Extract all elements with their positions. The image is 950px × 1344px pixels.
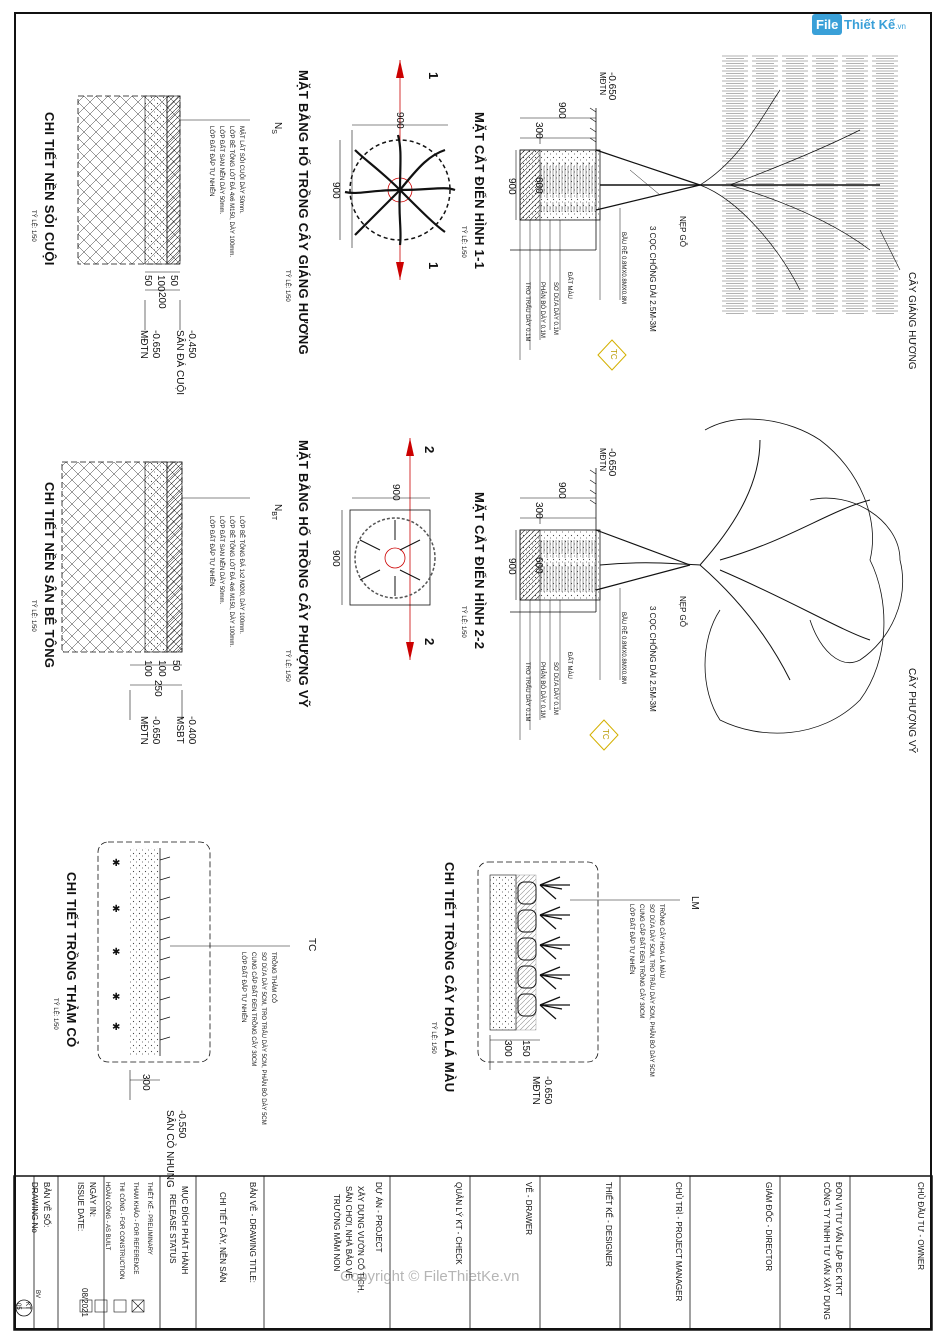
section-2-2-note-1: 3 CỌC CHỐNG DÀI 2.5M-3M bbox=[648, 606, 657, 712]
tb-owner: CHỦ ĐẦU TƯ - OWNER bbox=[916, 1182, 925, 1271]
tb-drawing-no-bottom: 05 bbox=[15, 1303, 21, 1310]
flower-layer-3: LỚP ĐẤT ĐẮP TỰ NHIÊN bbox=[628, 904, 634, 975]
plan-1-dim-w: 900 bbox=[394, 112, 405, 129]
logo-mark: File bbox=[812, 14, 842, 35]
section-1-1-tag: TC bbox=[609, 349, 618, 360]
floor-2-level-1: -0.400 bbox=[186, 716, 197, 745]
section-1-1-layer-2: PHÂN BÓ DÀY 0.1M bbox=[539, 282, 545, 338]
floor-1-level-1: -0.450 bbox=[186, 330, 197, 359]
section-2-2-layer-1: SƠ DỪA DÀY 0.1M bbox=[552, 662, 558, 715]
plan-1-cut-bottom: 1 bbox=[426, 262, 441, 270]
tb-drawing-title-label: BẢN VẼ - DRAWING TITLE: bbox=[248, 1182, 257, 1283]
section-2-2-dim-right: 600 bbox=[533, 557, 544, 574]
floor-2-dim-total: 250 bbox=[152, 680, 163, 697]
grass-layer-1: SƠ DỪA DÀY 5CM, TRO TRẤU DÀY 5CM, PHÂN BÓ DÀY 5CM bbox=[260, 952, 266, 1125]
plan-1-title: MẶT BẰNG HỐ TRỒNG CÂY GIÁNG HƯƠNG bbox=[296, 70, 311, 356]
floor-1-level-1-code: SÂN ĐÁ CUỘI bbox=[174, 330, 185, 396]
floor-2-level-2-code: MĐTN bbox=[138, 716, 149, 745]
section-2-2-datum-code: MĐTN bbox=[598, 448, 607, 472]
tb-issue-date: 08/2021 bbox=[80, 1288, 89, 1317]
plan-2-scale: TỶ LỆ: 1/50 bbox=[284, 650, 290, 682]
section-1-1-dim-depth: 900 bbox=[506, 178, 517, 195]
tb-issue-label-2: ISSUE DATE: bbox=[76, 1182, 85, 1232]
grass-layer-2: CUNG CẤP ĐẤT ĐEN TRỒNG CÂY 30CM bbox=[250, 952, 256, 1067]
tb-status-1: THIẾT KẾ - PRELIMINARY bbox=[146, 1182, 152, 1255]
grass-level: -0.550 bbox=[176, 1110, 187, 1139]
section-2-2-title: MẶT CẮT ĐIỂN HÌNH 2-2 bbox=[472, 492, 487, 650]
tb-director: GIÁM ĐỐC - DIRECTOR bbox=[764, 1182, 773, 1272]
floor-2-dim-b: 100 bbox=[156, 660, 167, 677]
flower-title: CHI TIẾT TRỒNG CÂY HOA LÁ MÀU bbox=[442, 862, 457, 1093]
grass-dim-a: 300 bbox=[140, 1074, 151, 1091]
plan-2-dim-h: 900 bbox=[330, 550, 341, 567]
flower-dim-a: 300 bbox=[502, 1040, 513, 1057]
flower-layer-0: TRỒNG CÂY HOA LÁ MÀU bbox=[658, 904, 664, 978]
floor-2-dim-a: 50 bbox=[170, 660, 181, 672]
floor-1-title: CHI TIẾT NỀN SỎI CUỘI bbox=[42, 112, 57, 266]
section-1-1-layer-1: SƠ DỪA DÀY 0.1M bbox=[552, 282, 558, 335]
section-2-2-layer-0: ĐẤT MÀU bbox=[566, 652, 572, 679]
floor-1-dim-c: 50 bbox=[142, 275, 153, 287]
section-2-2-tag: TC bbox=[601, 729, 610, 740]
section-2-2-dim-left: 300 bbox=[533, 502, 544, 519]
svg-text:✱: ✱ bbox=[112, 904, 121, 915]
tb-consultant: ĐƠN VỊ TƯ VẤN LẬP BC KTKT bbox=[834, 1182, 843, 1296]
section-1-1-dim-left: 300 bbox=[533, 122, 544, 139]
flower-layer-1: SƠ DỪA DÀY 5CM, TRO TRẤU DÀY 5CM, PHÂN BÓ DÀY 5CM bbox=[648, 904, 654, 1077]
tb-project-name-2: SÂN CHƠI, NHÀ BẢO VỆ bbox=[344, 1186, 353, 1279]
svg-text:✱: ✱ bbox=[112, 992, 121, 1003]
floor-2-layer-1: LỚP BÊ TÔNG LÓT ĐÁ 4x6 M150, DÀY 100mm. bbox=[228, 516, 234, 648]
tb-project-name-3: TRƯỜNG MẦM NON bbox=[332, 1194, 341, 1272]
floor-1-layer-3: LỚP ĐẤT ĐẮP TỰ NHIÊN bbox=[208, 126, 214, 197]
flower-dim-b: 150 bbox=[520, 1040, 531, 1057]
tb-issue-label-1: NGÀY IN: bbox=[88, 1182, 97, 1217]
flower-scale: TỶ LỆ: 1/50 bbox=[430, 1022, 436, 1054]
floor-1-layer-0: MẶT LÁT SỎI CUỘI DÀY 50mm. bbox=[238, 126, 244, 214]
plan-2-dim-w: 900 bbox=[390, 484, 401, 501]
section-2-2-dim-depth: 900 bbox=[506, 558, 517, 575]
section-1-1-layer-3: TRO TRẤU DÀY 0.1M bbox=[524, 282, 530, 342]
tb-drawing-no-label-2: DRAWING No bbox=[30, 1182, 39, 1233]
tb-project-label: DỰ ÁN - PROJECT bbox=[374, 1182, 383, 1253]
grass-scale: TỶ LỆ: 1/50 bbox=[52, 998, 58, 1030]
section-1-1-scale: TỶ LỆ: 1/50 bbox=[460, 226, 466, 258]
floor-1-level-2: -0.650 bbox=[150, 330, 161, 359]
floor-2-layer-0: LỚP BÊ TÔNG ĐÁ 1x2 M200, DÀY 100mm. bbox=[238, 516, 244, 634]
tb-drawing-prefix: BV bbox=[34, 1290, 40, 1299]
plan-1-scale: TỶ LỆ: 1/50 bbox=[284, 270, 290, 302]
section-1-1-dim-right: 600 bbox=[533, 177, 544, 194]
plan-2-cut-top: 2 bbox=[422, 446, 437, 454]
tb-drawing-title: CHI TIẾT CÂY, NỀN SÂN bbox=[218, 1192, 227, 1283]
floor-1-dim-a: 50 bbox=[168, 275, 179, 287]
flower-tag: LM bbox=[689, 896, 700, 910]
section-1-1-dim-total: 900 bbox=[556, 102, 567, 119]
section-2-2-layer-2: PHÂN BÓ DÀY 0.1M bbox=[539, 662, 545, 718]
plan-2-cut-bottom: 2 bbox=[422, 638, 437, 646]
floor-2-tag: $N_{BT}$ bbox=[270, 504, 283, 521]
section-2-2-note-0: NẸP GỖ bbox=[678, 596, 687, 627]
tb-designer: THIẾT KẾ - DESIGNER bbox=[604, 1182, 613, 1267]
logo-text: Thiết Kế.vn bbox=[844, 17, 906, 32]
flower-level-code: MĐTN bbox=[530, 1076, 541, 1105]
tb-release-label-2: RELEASE STATUS bbox=[168, 1194, 177, 1264]
section-1-1-datum-code: MĐTN bbox=[598, 72, 607, 96]
plan-1-cut-top: 1 bbox=[426, 72, 441, 80]
floor-1-scale: TỶ LỆ: 1/50 bbox=[30, 210, 36, 242]
floor-2-title: CHI TIẾT NỀN SÂN BÊ TÔNG bbox=[42, 482, 57, 669]
plan-1-dim-h: 900 bbox=[330, 182, 341, 199]
floor-2-scale: TỶ LỆ: 1/50 bbox=[30, 600, 36, 632]
plan-2-graphic bbox=[342, 438, 435, 660]
section-2-2-note-2: BẦU RỄ 0.8MX0.8MX0.8M bbox=[620, 612, 626, 685]
tb-drawing-no-top: KT bbox=[24, 1302, 30, 1310]
floor-2-level-2: -0.650 bbox=[150, 716, 161, 745]
floor-2-layer-3: LỚP ĐẤT ĐẮP TỰ NHIÊN bbox=[208, 516, 214, 587]
section-2-2-datum-level: -0.650 bbox=[606, 448, 617, 477]
tb-company: CÔNG TY TNHH TƯ VẤN XÂY DỰNG bbox=[822, 1182, 831, 1320]
section-2-2-scale: TỶ LỆ: 1/50 bbox=[460, 606, 466, 638]
section-2-2-dim-total: 900 bbox=[556, 482, 567, 499]
floor-1-level-2-code: MĐTN bbox=[138, 330, 149, 359]
floor-1-dim-b: 100 bbox=[155, 275, 166, 292]
section-2-2-graphic bbox=[510, 419, 903, 750]
copyright-watermark: Copyright © FileThietKe.vn bbox=[340, 1268, 520, 1285]
grass-layer-0: TRỒNG THẢM CỎ bbox=[270, 952, 276, 1003]
section-1-1-graphic bbox=[510, 55, 900, 370]
tb-status-3: THI CÔNG - FOR CONSTRUCTION bbox=[118, 1182, 124, 1280]
plan-2-title: MẶT BẰNG HỐ TRỒNG CÂY PHƯỢNG VỸ bbox=[296, 440, 311, 708]
section-2-2-tree-label: CÂY PHƯỢNG VỸ bbox=[906, 668, 917, 754]
section-1-1-note-1: 3 CỌC CHỐNG DÀI 2.5M-3M bbox=[648, 226, 657, 332]
tb-drawer: VẼ - DRAWER bbox=[524, 1182, 533, 1236]
svg-text:✱: ✱ bbox=[112, 1022, 121, 1033]
section-1-1-datum-level: -0.650 bbox=[606, 72, 617, 101]
grass-title: CHI TIẾT TRỒNG THẢM CỎ bbox=[64, 872, 79, 1048]
section-1-1-tree-label: CÂY GIÁNG HƯƠNG bbox=[906, 272, 917, 370]
tb-project-manager: CHỦ TRÌ - PROJECT MANAGER bbox=[674, 1182, 683, 1302]
tb-status-2: THAM KHẢO - FOR REFERENCE bbox=[132, 1182, 138, 1275]
svg-text:✱: ✱ bbox=[112, 947, 121, 958]
tb-status-4: HOÀN CÔNG - AS BUILT bbox=[104, 1182, 110, 1251]
grass-layer-3: LỚP ĐẤT ĐẮP TỰ NHIÊN bbox=[240, 952, 246, 1023]
flower-layer-2: CUNG CẤP ĐẤT ĐEN TRỒNG CÂY 30CM bbox=[638, 904, 644, 1019]
floor-1-dim-total: 200 bbox=[156, 292, 167, 309]
floor-2-dim-c: 100 bbox=[142, 660, 153, 677]
flower-level: -0.650 bbox=[542, 1076, 553, 1105]
grass-tag: TC bbox=[306, 938, 317, 952]
section-1-1-note-2: BẦU RỄ 0.8MX0.8MX0.8M bbox=[620, 232, 626, 305]
floor-2-level-1-code: MSBT bbox=[174, 716, 185, 744]
floor-1-layer-1: LỚP BÊ TÔNG LÓT ĐÁ 4x6 M150, DÀY 100mm. bbox=[228, 126, 234, 258]
floor-2-layer-2: LỚP ĐẤT SAN NỀN DÀY 50mm. bbox=[218, 516, 224, 605]
section-2-2-layer-3: TRO TRẤU DÀY 0.1M bbox=[524, 662, 530, 722]
plan-1-graphic bbox=[340, 60, 455, 280]
tb-project-name-1: XÂY DỰNG VƯỜN CỔ TÍCH, bbox=[356, 1186, 365, 1293]
section-1-1-title: MẶT CẮT ĐIỂN HÌNH 1-1 bbox=[472, 112, 487, 270]
grass-level-code: SÂN CỎ NHUNG bbox=[164, 1110, 175, 1188]
tb-check: QUẢN LÝ KT - CHECK bbox=[454, 1182, 463, 1265]
tb-release-label-1: MỤC ĐÍCH PHÁT HÀNH bbox=[180, 1186, 189, 1275]
tb-drawing-no-label-1: BẢN VẼ SỐ: bbox=[42, 1182, 51, 1228]
floor-1-tag: $N_S$ bbox=[270, 122, 283, 134]
floor-1-layer-2: LỚP ĐẤT SAN NỀN DÀY 50mm. bbox=[218, 126, 224, 215]
svg-text:✱: ✱ bbox=[112, 858, 121, 869]
section-1-1-layer-0: ĐẤT MÀU bbox=[566, 272, 572, 299]
section-1-1-note-0: NẸP GỖ bbox=[678, 216, 687, 247]
